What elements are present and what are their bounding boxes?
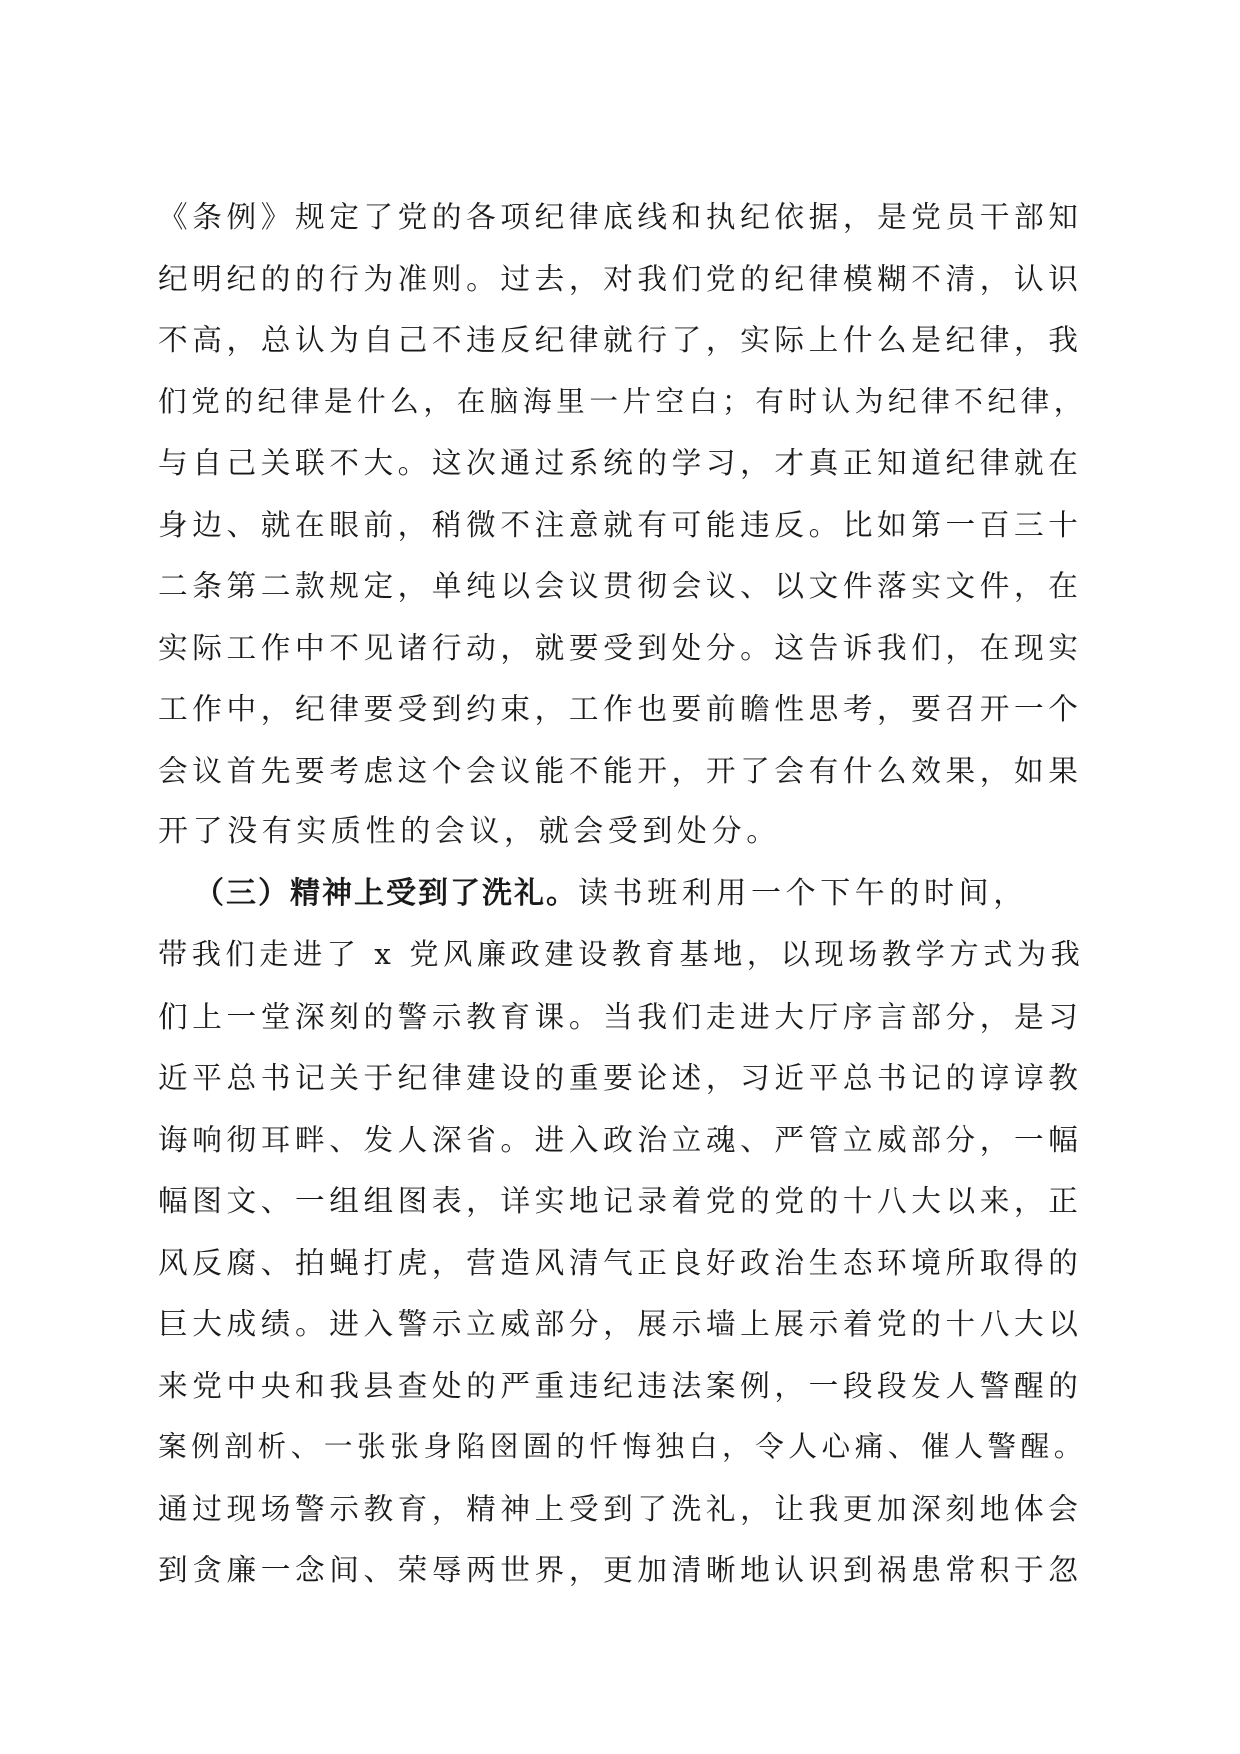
text-line: 们上一堂深刻的警示教育课。当我们走进大厅序言部分，是习 — [158, 998, 1083, 1034]
text-line: 到贪廉一念间、荣辱两世界，更加清晰地认识到祸患常积于忽 — [158, 1552, 1083, 1587]
body-text — [158, 186, 1086, 1601]
text-line: 通过现场警示教育，精神上受到了洗礼，让我更加深刻地体会 — [158, 1490, 1083, 1526]
text-line: 二条第二款规定，单纯以会议贯彻会议、以文件落实文件，在 — [158, 568, 1083, 603]
text-line-first — [158, 863, 1086, 925]
text-line: 近平总书记关于纪律建设的重要论述，习近平总书记的谆谆教 — [158, 1060, 1083, 1095]
text-line: 与自己关联不大。这次通过系统的学习，才真正知道纪律就在 — [158, 445, 1083, 480]
text-line: 实际工作中不见诸行动，就要受到处分。这告诉我们，在现实 — [158, 629, 1083, 665]
text-line: 《条例》规定了党的各项纪律底线和执纪依据，是党员干部知 — [158, 199, 1083, 234]
text-line-rest: 读书班利用一个下午的时间， — [578, 875, 1028, 911]
section-heading: （三）精神上受到了洗礼。 — [194, 875, 578, 911]
text-line: 诲响彻耳畔、发人深省。进入政治立魂、严管立威部分，一幅 — [158, 1121, 1083, 1157]
text-line: 来党中央和我县查处的严重违纪违法案例，一段段发人警醒的 — [158, 1367, 1083, 1403]
paragraph-1 — [158, 186, 1086, 863]
text-line: 幅图文、一组组图表，详实地记录着党的党的十八大以来，正 — [158, 1183, 1083, 1218]
text-line: 们党的纪律是什么，在脑海里一片空白；有时认为纪律不纪律， — [158, 383, 1087, 418]
text-line: 工作中，纪律要受到约束，工作也要前瞻性思考，要召开一个 — [158, 691, 1083, 726]
text-line: 风反腐、拍蝇打虎，营造风清气正良好政治生态环境所取得的 — [158, 1244, 1083, 1280]
text-line: 会议首先要考虑这个会议能不能开，开了会有什么效果，如果 — [158, 752, 1083, 788]
text-line: 不高，总认为自己不违反纪律就行了，实际上什么是纪律，我 — [158, 322, 1083, 357]
text-line: 案例剖析、一张张身陷囹圄的忏悔独白，令人心痛、催人警醒。 — [158, 1429, 1087, 1463]
paragraph-2 — [158, 863, 1086, 1601]
text-line: 纪明纪的的行为准则。过去，对我们党的纪律模糊不清，认识 — [158, 260, 1083, 296]
text-line: 开了没有实质性的会议，就会受到处分。 — [158, 814, 781, 849]
text-line: 带我们走进了 x 党风廉政建设教育基地，以现场教学方式为我 — [158, 937, 1085, 971]
text-line: 身边、就在眼前，稍微不注意就有可能违反。比如第一百三十 — [158, 506, 1083, 542]
text-line: 巨大成绩。进入警示立威部分，展示墙上展示着党的十八大以 — [158, 1306, 1083, 1341]
